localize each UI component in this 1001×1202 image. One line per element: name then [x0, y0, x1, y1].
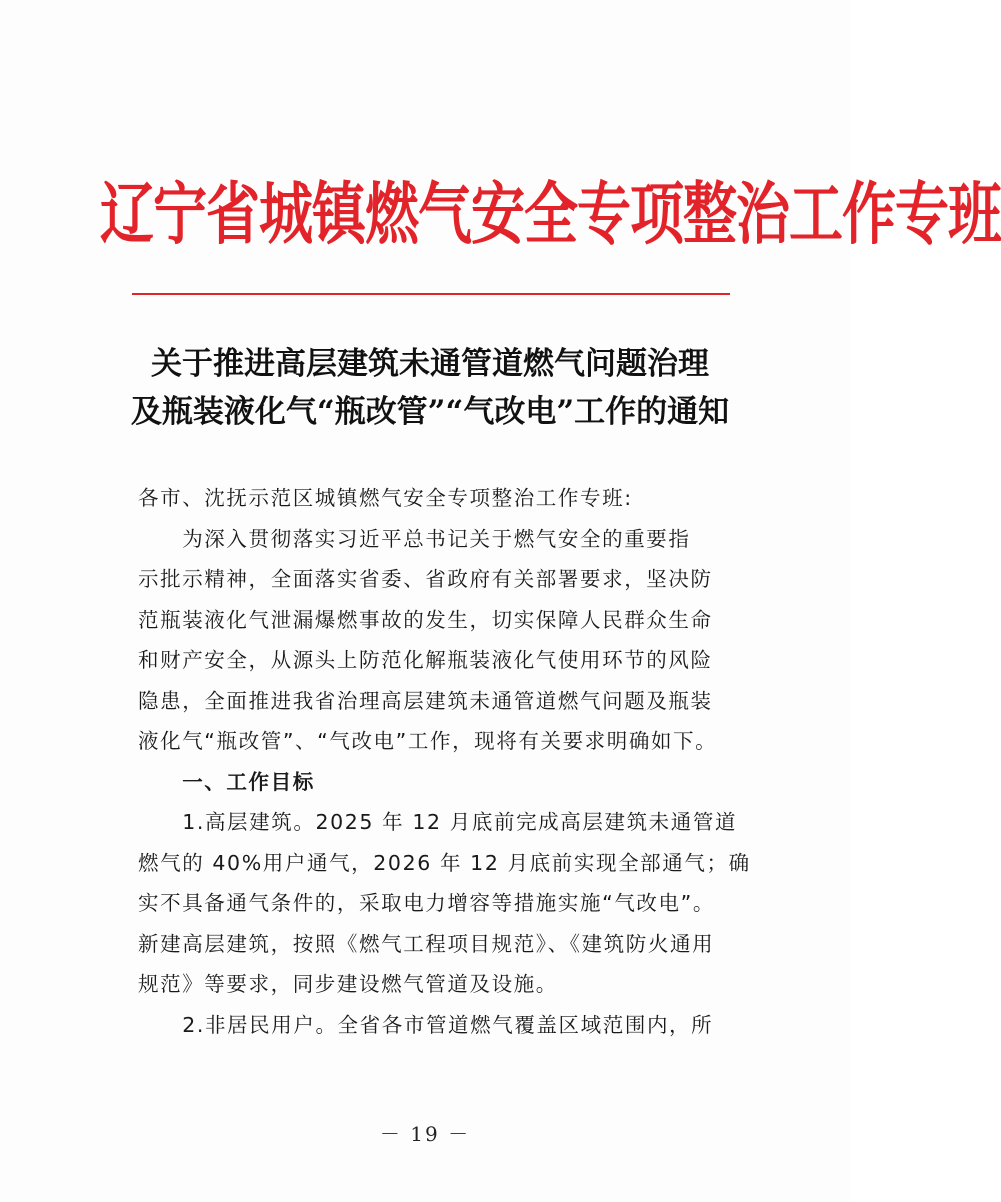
section-line: 新建高层建筑，按照《燃气工程项目规范》、《建筑防火通用 [138, 931, 715, 956]
salutation: 各市、沈抚示范区城镇燃气安全专项整治工作专班: [138, 486, 633, 510]
body-line: 和财产安全，从源头上防范化解瓶装液化气使用环节的风险 [138, 648, 713, 672]
section-line: 1.高层建筑。2025 年 12 月底前完成高层建筑未通管道 [138, 810, 738, 834]
body-line: 示批示精神，全面落实省委、省政府有关部署要求，坚决防 [138, 567, 713, 591]
body-line: 隐患，全面推进我省治理高层建筑未通管道燃气问题及瓶装 [138, 688, 713, 713]
title-line-2: 及瓶装液化气“瓶改管”“气改电”工作的通知 [130, 394, 730, 430]
document-body [138, 478, 751, 1045]
page-number: － 19 － [379, 1122, 471, 1146]
section-heading: 一、工作目标 [138, 769, 315, 794]
body-line: 范瓶装液化气泄漏爆燃事故的发生，切实保障人民群众生命 [138, 607, 713, 632]
body-line: 液化气“瓶改管”、“气改电”工作，现将有关要求明确如下。 [138, 729, 718, 753]
section-line: 实不具备通气条件的，采取电力增容等措施实施“气改电”。 [138, 891, 715, 915]
section-line: 规范》等要求，同步建设燃气管道及设施。 [138, 972, 558, 996]
masthead-title: 辽宁省城镇燃气安全专项整治工作专班 [100, 173, 1001, 254]
red-divider-rule [132, 293, 730, 295]
body-line: 为深入贯彻落实习近平总书记关于燃气安全的重要指 [138, 526, 691, 551]
title-line-1: 关于推进高层建筑未通管道燃气问题治理 [151, 346, 709, 382]
document-title [110, 340, 750, 436]
section-line: 2.非居民用户。全省各市管道燃气覆盖区域范围内，所 [138, 1012, 714, 1037]
section-line: 燃气的 40%用户通气，2026 年 12 月底前实现全部通气；确 [138, 850, 751, 875]
